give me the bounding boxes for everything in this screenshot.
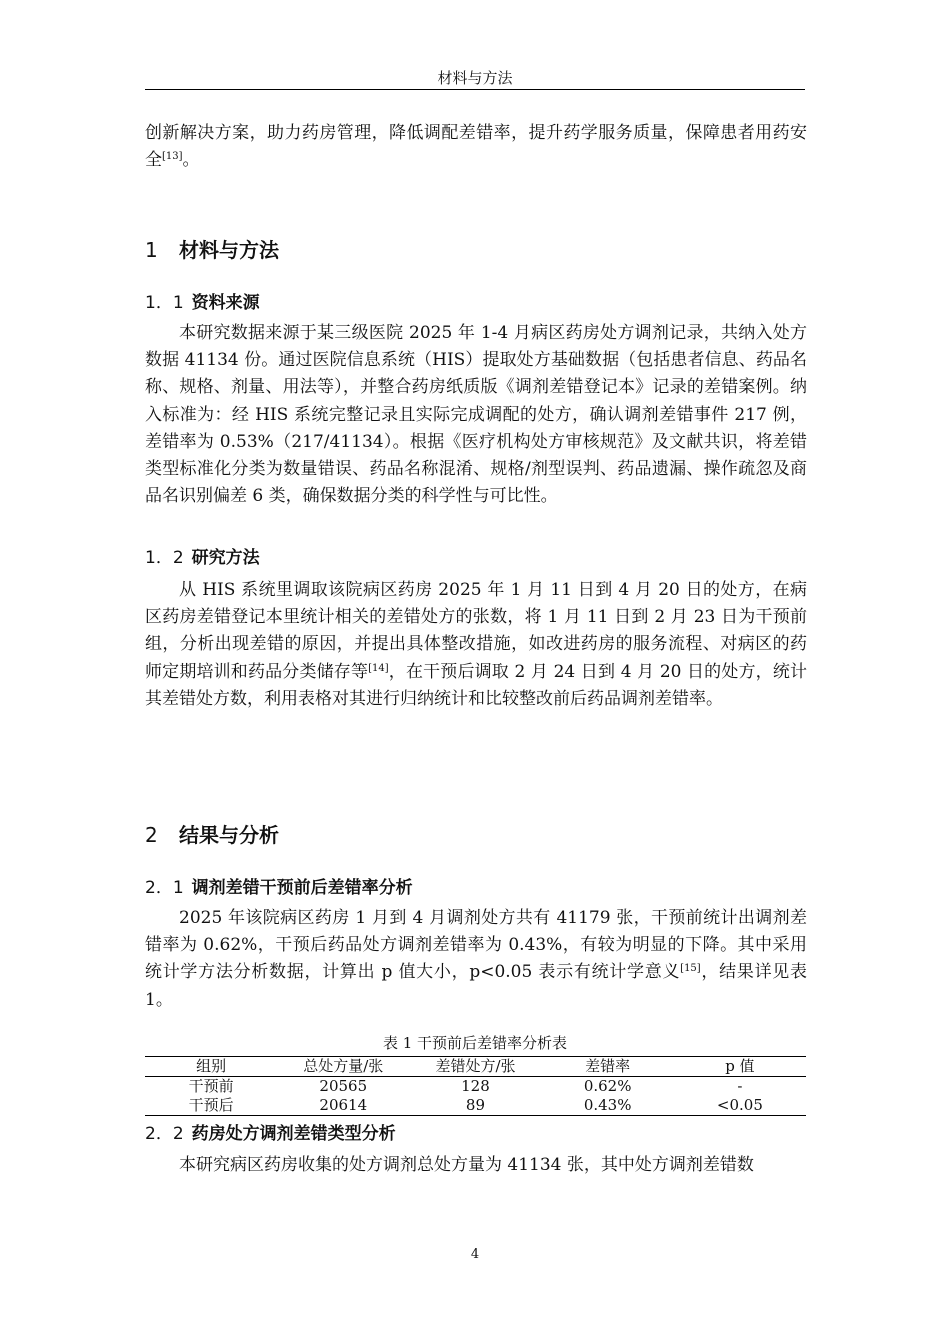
section-2-2-paragraph: 本研究病区药房收集的处方调剂总处方量为 41134 张，其中处方调剂差错数: [179, 1155, 754, 1175]
table-cell: 89: [465, 1096, 486, 1114]
section-2-1-text-a: 2025 年该院病区药房 1 月到 4 月调剂处方共有 41179 张，干预前统计出调剂差错率为 0.62%，干预后药品处方调剂差错率为 0.43%，有较为明显的下降。其中采用统计学方法分析数据，计算出 p 值大小，p<0.05 表示有统计学意义: [145, 908, 807, 983]
table-cell: 0.43%: [583, 1096, 632, 1114]
section-1-1-heading: [145, 291, 260, 315]
table-cell: 20614: [319, 1096, 368, 1114]
section-1-number: 1: [145, 238, 158, 262]
table-cell: 干预后: [188, 1096, 234, 1114]
table-caption: 表 1 干预前后差错率分析表: [382, 1034, 568, 1052]
section-1-2-text-b: ，在干预后调取 2 月 24 日到 4 月 20 日的处方，统计其差错处方数，利用表格对其进行归纳统计和比较整改前后药品调剂差错率。: [145, 661, 807, 709]
table-header-cell: 组别: [196, 1057, 227, 1075]
result-table: [145, 1056, 806, 1116]
table-header-cell: 差错率: [585, 1057, 631, 1075]
intro-paragraph: [145, 120, 807, 174]
section-1-2-title: 研究方法: [191, 548, 260, 568]
page-number: 4: [470, 1247, 480, 1262]
intro-text: 创新解决方案，助力药房管理，降低调配差错率，提升药学服务质量，保障患者用药安全: [145, 123, 807, 171]
section-2-title: 结果与分析: [179, 823, 279, 847]
section-2-heading: [145, 822, 279, 848]
citation-14: [14]: [368, 662, 389, 674]
table-cell: <0.05: [716, 1096, 763, 1114]
table-cell: -: [737, 1077, 743, 1095]
table-header-row: [145, 1057, 806, 1077]
section-1-1-paragraph: 本研究数据来源于某三级医院 2025 年 1-4 月病区药房处方调剂记录，共纳入处方数据 41134 份。通过医院信息系统（HIS）提取处方基础数据（包括患者信息、药品名称、规格、剂量、用法等），并整合药房纸质版《调剂差错登记本》记录的差错案例。纳入标准为：经 HIS 系统完整记录且实际完成调配的处方，确认调剂差错事件 217 例，差错率为 0.53%（217/41134）。根据《医疗机构处方审核规范》及文献共识，将差错类型标准化分类为数量错误、药品名称混淆、规格/剂型误判、药品遗漏、操作疏忽及商品名识别偏差 6 类，确保数据分类的科学性与可比性。: [145, 323, 807, 507]
section-2-1-paragraph: [145, 905, 807, 1014]
table-header-cell: 差错处方/张: [435, 1057, 516, 1075]
section-2-number: 2: [145, 823, 158, 847]
table-cell: 20565: [319, 1077, 368, 1095]
table-row: [145, 1096, 806, 1116]
section-1-heading: [145, 237, 279, 263]
section-2-2-number: 2．2: [145, 1124, 184, 1144]
table-cell: 0.62%: [583, 1077, 632, 1095]
table-header-cell: 总处方量/张: [303, 1057, 384, 1075]
section-1-2-text-a: 从 HIS 系统里调取该院病区药房 2025 年 1 月 11 日到 4 月 20 日的处方，在病区药房差错登记本里统计相关的差错处方的张数，将 1 月 11 日到 2 月 23 日为干预前组，分析出现差错的原因，并提出具体整改措施，如改进药房的服务流程、对病区的药师定期培训和药品分类储存等: [145, 580, 807, 682]
table-cell: 128: [461, 1077, 490, 1095]
section-1-1-title: 资料来源: [191, 293, 260, 313]
section-1-2-number: 1．2: [145, 548, 184, 568]
running-header: 材料与方法: [437, 69, 513, 87]
section-1-2-paragraph: [145, 577, 807, 713]
table-row: [145, 1077, 806, 1097]
table-cell: 干预前: [188, 1077, 234, 1095]
section-2-1-title: 调剂差错干预前后差错率分析: [191, 878, 413, 898]
section-2-1-text-b: ，结果详见表 1。: [145, 962, 808, 1010]
section-1-title: 材料与方法: [179, 238, 279, 262]
section-2-1-heading: [145, 876, 413, 900]
intro-end: 。: [182, 150, 200, 171]
section-1-2-heading: [145, 546, 260, 570]
section-2-1-number: 2．1: [145, 878, 184, 898]
header-rule: [145, 89, 805, 90]
section-2-2-title: 药房处方调剂差错类型分析: [191, 1124, 396, 1144]
table-header-cell: p 值: [725, 1057, 755, 1075]
citation-15: [15]: [680, 963, 701, 975]
section-2-2-heading: [145, 1122, 396, 1146]
citation-13: [13]: [162, 151, 183, 163]
section-1-1-number: 1．1: [145, 293, 184, 313]
